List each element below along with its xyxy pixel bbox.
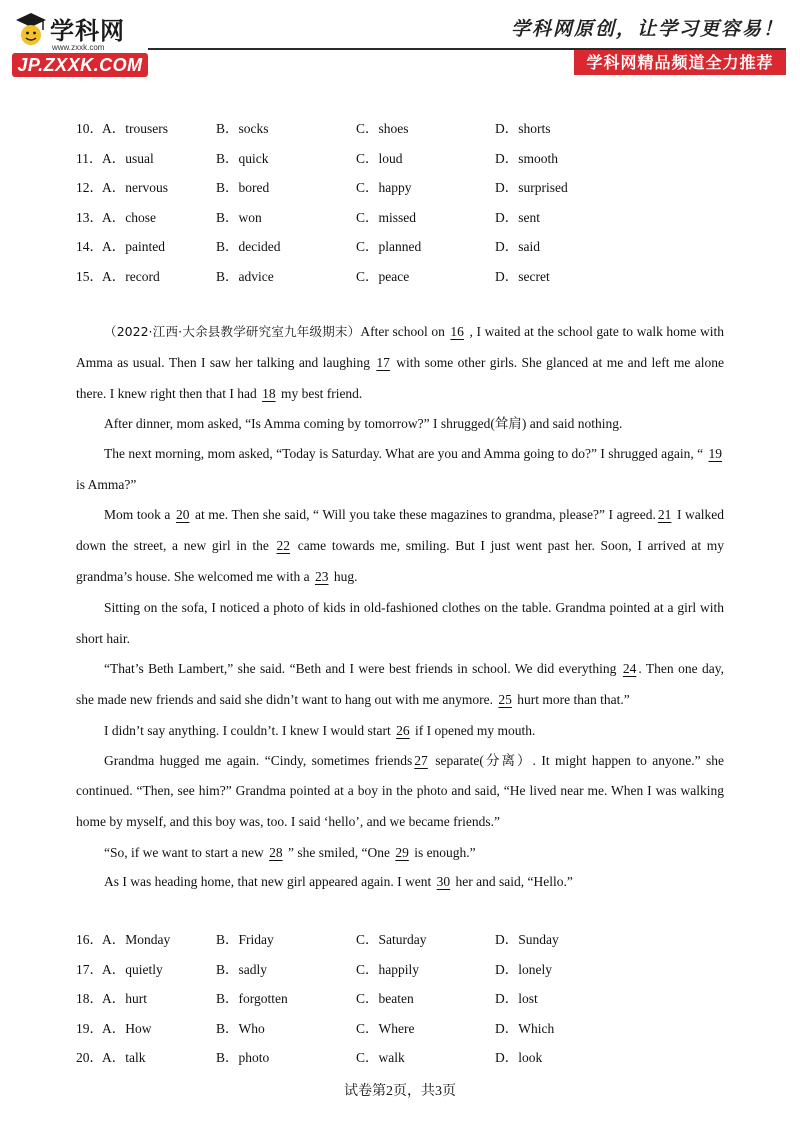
passage-text: hug. [330, 569, 358, 585]
site-badge[interactable]: JP.ZXXK.COM [12, 53, 148, 77]
blank-16: 16 [450, 324, 464, 339]
passage-text: . Then one day, she made new friends and said she didn’t want to hang out with me anymore. [76, 661, 724, 708]
header-banner: 学科网精品频道全力推荐 [574, 50, 786, 75]
passage-paragraph-2: After dinner, mom asked, “Is Amma coming by tomorrow?” I shrugged(耸肩) and said nothing. [104, 416, 623, 432]
passage-text: After school on [360, 324, 449, 339]
passage-text: ” she smiled, “One [284, 844, 394, 860]
question-number: 19． [76, 1020, 103, 1036]
option-b: B．decided [216, 239, 281, 254]
passage-paragraph-1 [76, 317, 724, 409]
question-number: 12． [76, 180, 103, 195]
question-number: 15． [76, 268, 103, 284]
option-d: D．lost [495, 991, 538, 1006]
passage-paragraph-6 [76, 654, 724, 716]
passage-text: hurt more than that.” [513, 692, 630, 708]
option-b: B．forgotten [216, 991, 288, 1006]
option-d: D．look [495, 1050, 543, 1065]
passage-paragraph-10 [76, 867, 724, 897]
option-c: C．loud [356, 150, 403, 166]
option-b: B．socks [216, 121, 269, 136]
option-a: A．nervous [102, 180, 168, 195]
option-c: C．Saturday [356, 932, 427, 947]
option-b: B．won [216, 209, 262, 225]
blank-18: 18 [262, 385, 276, 401]
option-c: C．happily [356, 961, 419, 977]
option-c: C．missed [356, 209, 417, 225]
passage-text: my best friend. [277, 385, 363, 401]
option-c: C．beaten [356, 991, 414, 1006]
option-d: D．Sunday [495, 932, 559, 947]
blank-25: 25 [498, 692, 512, 708]
option-c: C．Where [356, 1020, 415, 1036]
passage-text: Grandma hugged me again. “Cindy, sometimes friends [104, 752, 413, 768]
passage-paragraph-7 [76, 716, 724, 746]
question-number: 13． [76, 209, 103, 225]
passage-text: I didn’t say anything. I couldn’t. I knew I would start [104, 723, 395, 739]
option-a: A．How [102, 1020, 152, 1036]
blank-17: 17 [376, 354, 390, 370]
option-a: A．painted [102, 239, 165, 254]
blank-30: 30 [436, 874, 451, 890]
option-b: B．quick [216, 150, 269, 166]
blank-23: 23 [314, 569, 329, 585]
option-d: D．lonely [495, 961, 552, 977]
passage-text: “So, if we want to start a new [104, 844, 268, 860]
option-d: D．shorts [495, 121, 551, 136]
passage-text: separate(分离）. It might happen to anyone.” she continued. “Then, see him?” Grandma pointed at a boy in the photo and said, “He lived near me. When I was walking home by myself, and this boy was, too. I said ‘hello’, and we became friends.” [76, 752, 724, 830]
passage-text: is enough.” [410, 844, 476, 860]
cloze-passage [76, 317, 724, 897]
passage-paragraph-8 [76, 746, 724, 838]
passage-paragraph-4 [76, 500, 724, 592]
option-a: A．Monday [102, 932, 171, 947]
question-number: 11． [76, 150, 103, 166]
page-header [0, 0, 800, 80]
passage-text: with some other girls. She glanced at me and left me alone there. I knew right then that I had [76, 354, 725, 401]
graduate-logo-icon [14, 10, 48, 48]
passage-text: “That’s Beth Lambert,” she said. “Beth and I were best friends in school. We did everything [104, 661, 621, 677]
option-d: D．Which [495, 1020, 555, 1036]
blank-19: 19 [708, 445, 722, 461]
passage-text: , I waited at the school gate to walk home with Amma as usual. Then I saw her talking and laughing [76, 324, 725, 370]
passage-text: I walked down the street, a new girl in the [76, 507, 725, 554]
logo-text: 学科网 [50, 17, 125, 45]
option-b: B．Friday [216, 932, 274, 947]
option-d: D．sent [495, 209, 540, 225]
passage-text: came towards me, smiling. But I just went past her. Soon, I arrived at my grandma’s house. She welcomed me with a [76, 538, 724, 585]
option-c: C．happy [356, 180, 412, 195]
blank-29: 29 [395, 844, 409, 860]
passage-source: （2022·江西·大余县教学研究室九年级期末） [104, 324, 361, 339]
option-a: A．quietly [102, 961, 163, 977]
option-a: A．record [102, 268, 160, 284]
option-b: B．Who [216, 1020, 265, 1036]
site-logo[interactable] [14, 10, 134, 52]
passage-text: her and said, “Hello.” [452, 874, 573, 890]
blank-26: 26 [396, 723, 410, 739]
passage-text: The next morning, mom asked, “Today is Saturday. What are you and Amma going to do?” I shrugged again, “ [104, 445, 707, 461]
option-a: A．talk [102, 1050, 146, 1065]
option-d: D．secret [495, 268, 550, 284]
passage-paragraph-9 [76, 838, 724, 868]
passage-paragraph-3 [76, 439, 724, 501]
passage-text: if I opened my mouth. [411, 723, 536, 739]
blank-21: 21 [657, 507, 672, 523]
header-slogan: 学科网原创，让学习更容易！ [510, 18, 784, 40]
option-c: C．peace [356, 268, 410, 284]
option-a: A．usual [102, 150, 154, 166]
option-a: A．chose [102, 209, 156, 225]
blank-22: 22 [276, 538, 291, 554]
blank-20: 20 [175, 507, 190, 523]
option-d: D．smooth [495, 150, 559, 166]
blank-28: 28 [269, 844, 283, 860]
question-number: 16． [76, 932, 103, 947]
option-b: B．bored [216, 180, 270, 195]
option-b: B．photo [216, 1050, 270, 1065]
passage-text: Mom took a [104, 507, 174, 523]
passage-text: is Amma?” [76, 476, 137, 492]
passage-paragraph-5: Sitting on the sofa, I noticed a photo of kids in old-fashioned clothes on the table. Grandma pointed at a girl with short hair. [76, 599, 724, 646]
question-number: 20． [76, 1050, 103, 1065]
question-number: 10． [76, 121, 103, 136]
option-c: C．shoes [356, 121, 409, 136]
logo-url: www.zxxk.com [52, 43, 105, 52]
option-b: B．advice [216, 268, 274, 284]
option-a: A．hurt [102, 991, 147, 1006]
page-footer: 试卷第2页，共3页 [344, 1084, 456, 1099]
passage-text: As I was heading home, that new girl appeared again. I went [104, 874, 435, 890]
question-number: 14． [76, 239, 103, 254]
option-b: B．sadly [216, 961, 268, 977]
blank-24: 24 [622, 661, 637, 677]
question-number: 18． [76, 991, 103, 1006]
question-number: 17． [76, 961, 103, 977]
option-a: A．trousers [102, 121, 168, 136]
option-c: C．walk [356, 1050, 405, 1065]
option-c: C．planned [356, 239, 422, 254]
option-d: D．surprised [495, 180, 568, 195]
passage-text: at me. Then she said, “ Will you take these magazines to grandma, please?” I agreed. [191, 507, 656, 523]
option-d: D．said [495, 239, 540, 254]
blank-27: 27 [414, 752, 428, 768]
